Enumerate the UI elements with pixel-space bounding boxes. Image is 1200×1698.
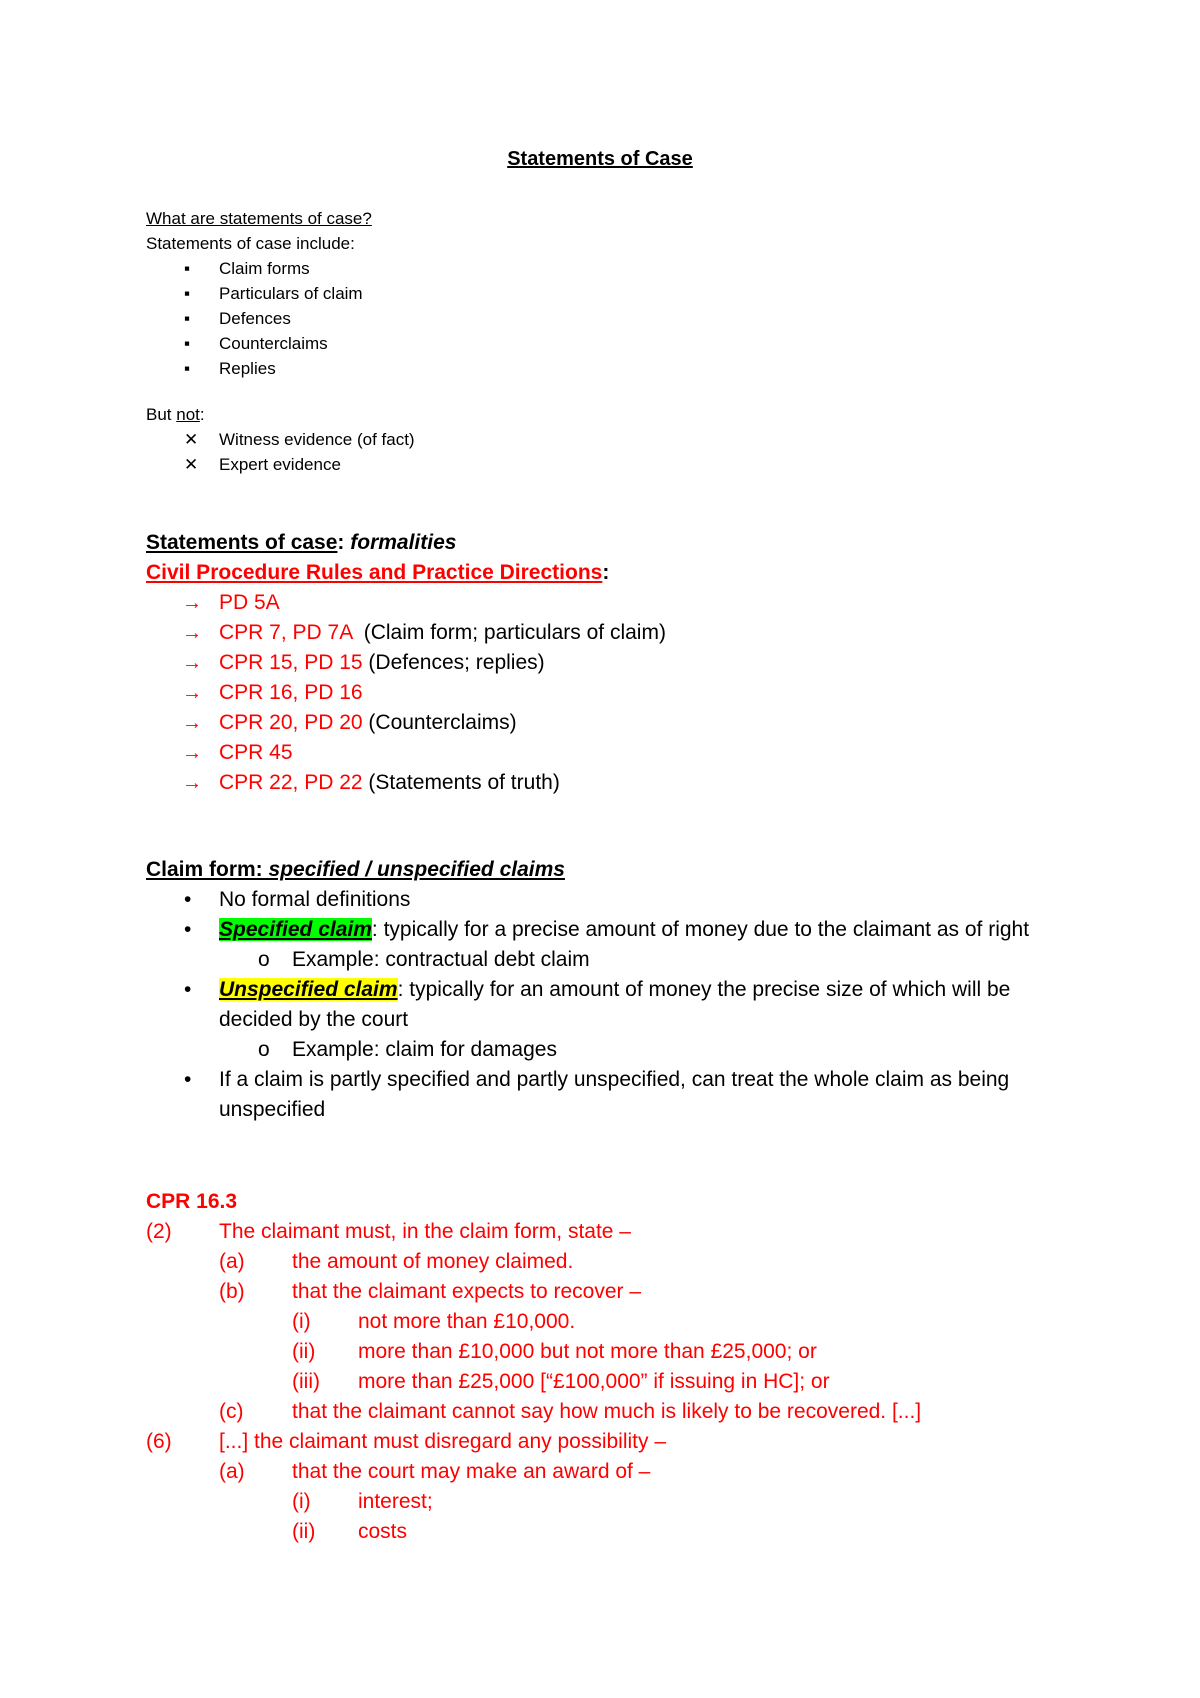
formalities-section: [146, 528, 666, 798]
cpr-line: (b) that the claimant expects to recover –: [219, 1280, 642, 1303]
cpr-line: (a) the amount of money claimed.: [219, 1250, 574, 1273]
rules-heading: Civil Procedure Rules and Practice Directions:: [146, 561, 610, 584]
bullet-icon: •: [184, 888, 192, 911]
list-item: ▪ Claim forms: [146, 256, 415, 281]
list-item: • Specified claim: typically for a precise amount of money due to the claimant as of right: [146, 915, 1086, 945]
claim-form-heading: Claim form: specified / unspecified claims: [146, 858, 565, 881]
intro-lead: Statements of case include:: [146, 234, 355, 253]
list-item: • No formal definitions: [146, 885, 1086, 915]
circle-bullet-icon: o: [258, 948, 270, 971]
cpr-line: (6) [...] the claimant must disregard any possibility –: [146, 1430, 667, 1453]
arrow-right-icon: →: [182, 682, 202, 704]
list-item: o Example: contractual debt claim: [146, 945, 1086, 975]
cross-icon: ✕: [184, 430, 199, 449]
list-item: o Example: claim for damages: [146, 1035, 1086, 1065]
list-item: ▪ Counterclaims: [146, 331, 415, 356]
arrow-right-icon: →: [182, 742, 202, 764]
bullet-icon: •: [184, 918, 192, 941]
cpr-line: (2) The claimant must, in the claim form, state –: [146, 1220, 631, 1243]
bullet-icon: ▪: [184, 259, 191, 278]
bullet-icon: ▪: [184, 334, 191, 353]
arrow-right-icon: →: [182, 592, 202, 614]
list-item: ▪ Particulars of claim: [146, 281, 415, 306]
list-item: ✕ Expert evidence: [146, 452, 415, 477]
cpr-line: (c) that the claimant cannot say how much is likely to be recovered. [...]: [219, 1400, 922, 1423]
list-item: → CPR 20, PD 20 (Counterclaims): [146, 708, 666, 738]
list-item: → PD 5A: [146, 588, 666, 618]
list-item: → CPR 16, PD 16: [146, 678, 666, 708]
bullet-icon: ▪: [184, 359, 191, 378]
list-item: → CPR 45: [146, 738, 666, 768]
arrow-right-icon: →: [182, 622, 202, 644]
intro-heading: What are statements of case?: [146, 209, 372, 228]
cpr-line: (a) that the court may make an award of –: [219, 1460, 651, 1483]
list-item: → CPR 7, PD 7A (Claim form; particulars of claim): [146, 618, 666, 648]
but-not-label: But not:: [146, 405, 205, 424]
bullet-icon: •: [184, 978, 192, 1001]
list-item: • If a claim is partly specified and partly unspecified, can treat the whole claim as being unspecified: [146, 1065, 1086, 1125]
cpr-line: (iii) more than £25,000 [“£100,000” if issuing in HC]; or: [292, 1370, 830, 1393]
page-title: Statements of Case: [507, 148, 693, 170]
intro-section: [146, 206, 415, 477]
list-item: → CPR 22, PD 22 (Statements of truth): [146, 768, 666, 798]
list-item: ▪ Defences: [146, 306, 415, 331]
arrow-right-icon: →: [182, 772, 202, 794]
cross-icon: ✕: [184, 455, 199, 474]
bullet-icon: ▪: [184, 309, 191, 328]
bullet-icon: •: [184, 1068, 192, 1091]
arrow-right-icon: →: [182, 652, 202, 674]
list-item: • Unspecified claim: typically for an amount of money the precise size of which will be decided by the court: [146, 975, 1086, 1035]
cpr-heading: CPR 16.3: [146, 1190, 238, 1213]
arrow-right-icon: →: [182, 712, 202, 734]
list-item: ✕ Witness evidence (of fact): [146, 427, 415, 452]
formalities-heading: Statements of case: formalities: [146, 531, 457, 554]
cpr-section: [146, 1187, 922, 1547]
list-item: ▪ Replies: [146, 356, 415, 381]
cpr-line: (ii) more than £10,000 but not more than £25,000; or: [292, 1340, 817, 1363]
claim-form-section: [146, 855, 1086, 1125]
cpr-line: (i) interest;: [292, 1490, 433, 1513]
bullet-icon: ▪: [184, 284, 191, 303]
cpr-line: (ii) costs: [292, 1520, 408, 1543]
list-item: → CPR 15, PD 15 (Defences; replies): [146, 648, 666, 678]
circle-bullet-icon: o: [258, 1038, 270, 1061]
cpr-line: (i) not more than £10,000.: [292, 1310, 576, 1333]
